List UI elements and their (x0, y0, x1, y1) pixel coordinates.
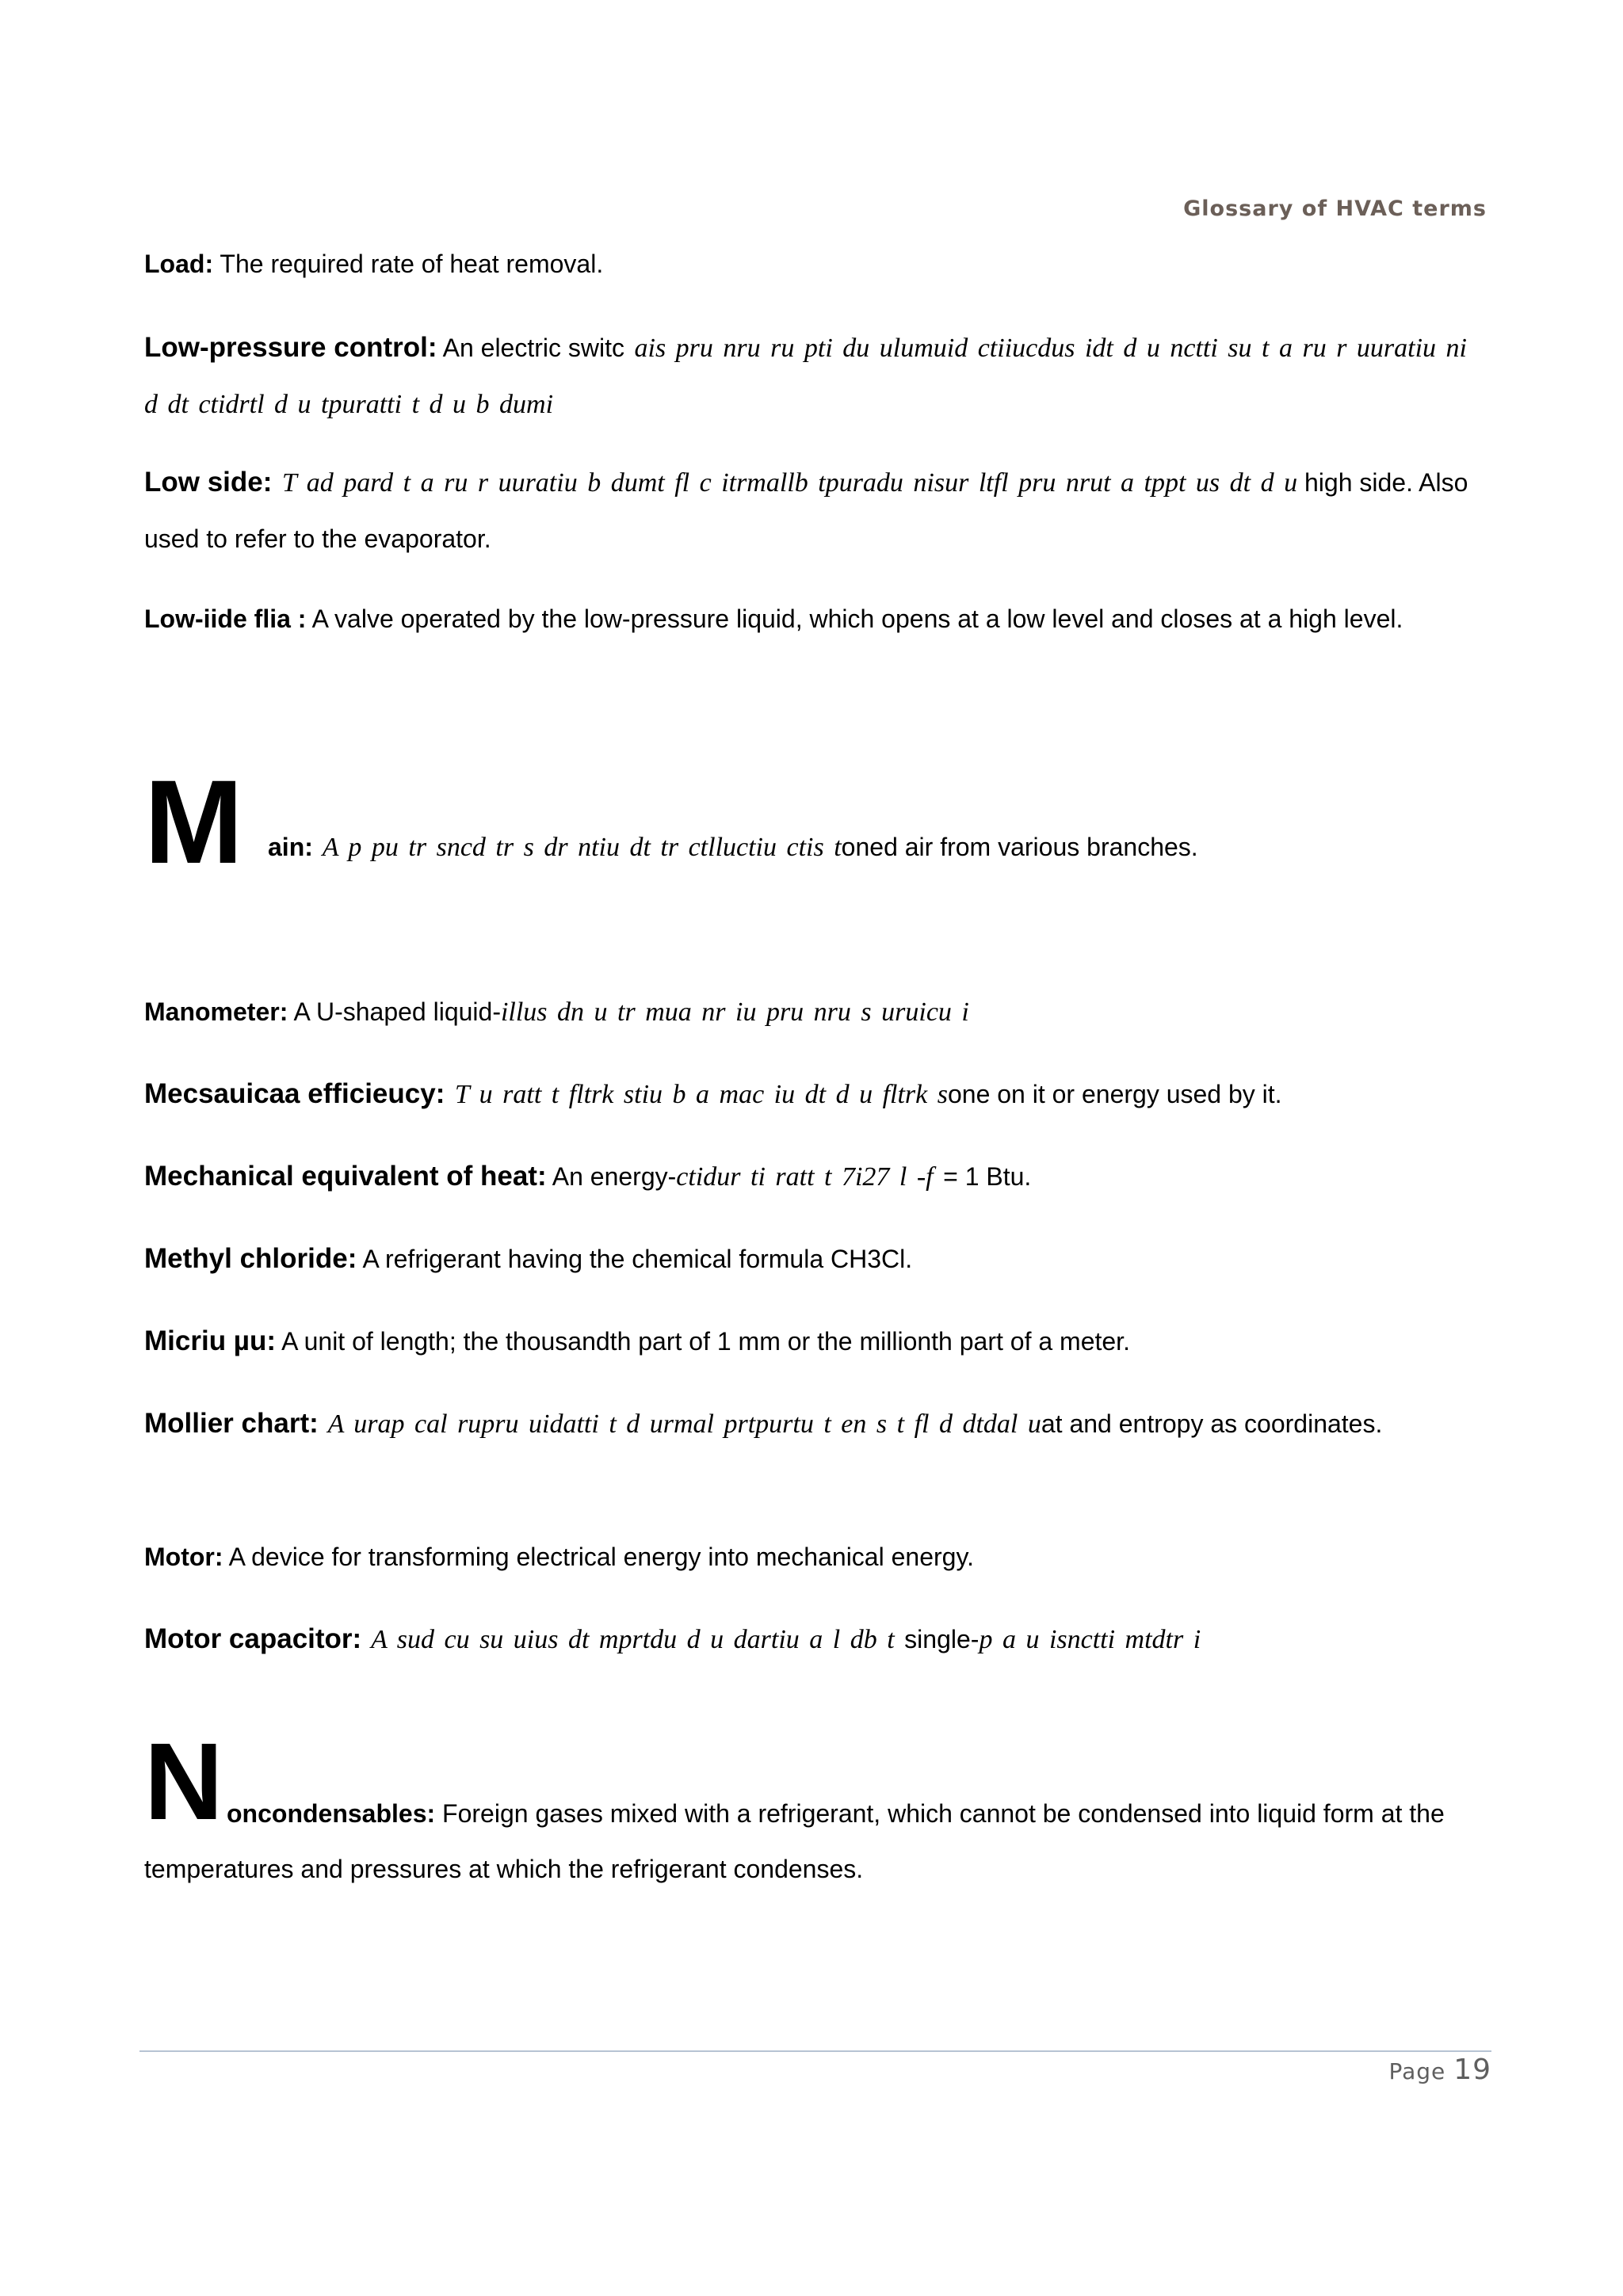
glossary-entry-motor (144, 1529, 1487, 1585)
glossary-entry-mechanical-equivalent-of-heat (144, 1149, 1487, 1205)
dropcap-letter: N (144, 1721, 220, 1843)
definition: An energy- (546, 1162, 677, 1191)
page-label: Page (1388, 2058, 1446, 2084)
definition: A unit of length; the thousandth part of 1 mm or the millionth part of a meter. (276, 1327, 1130, 1356)
glossary-entry-noncondensables (144, 1786, 1487, 1897)
definition-garbled: ais pru nru ru pti du ulumuid ctiiucdus idt d u nctti su t a ru r uuratiu ni d dt ctidrtl d u tpuratti t d u b dumi (144, 334, 1467, 419)
glossary-entry-main (268, 819, 1487, 875)
definition-garbled: illus dn u tr mua nr iu pru nru s uruicu i (500, 997, 969, 1027)
term: Load: (144, 250, 214, 278)
glossary-entry-motor-capacitor (144, 1611, 1487, 1668)
glossary-entry-methyl-chloride (144, 1231, 1487, 1287)
definition: high side. Also used to refer to the evaporator. (144, 468, 1468, 553)
glossary-entry-low-side-float (144, 591, 1487, 646)
term: Mecsauicaa efficieucy: (144, 1078, 445, 1109)
term: Motor capacitor: (144, 1623, 362, 1654)
dropcap-letter: M (144, 755, 240, 888)
running-header: Glossary of HVAC terms (1183, 196, 1487, 221)
definition: A valve operated by the low-pressure liquid, which opens at a low level and closes at a high level. (306, 605, 1403, 633)
definition: A U-shaped liquid- (288, 997, 501, 1026)
term: Low side: (144, 467, 273, 498)
term: Micriu µu: (144, 1325, 276, 1356)
term: oncondensables: (227, 1799, 436, 1828)
glossary-entry-micron (144, 1314, 1487, 1369)
glossary-entry-low-pressure-control (144, 320, 1487, 433)
footer-divider (139, 2050, 1491, 2052)
definition: oned air from various branches. (841, 833, 1198, 861)
definition: The required rate of heat removal. (213, 250, 604, 278)
page-number (1388, 2054, 1491, 2086)
definition: at and entropy as coordinates. (1041, 1409, 1383, 1438)
definition-end: = 1 Btu. (943, 1162, 1032, 1191)
definition-garbled: T u ratt t fltrk stiu b a mac iu dt d u fltrk s (445, 1080, 948, 1109)
term: Manometer: (144, 997, 288, 1026)
term: Low-pressure control: (144, 332, 437, 363)
definition-garbled: T ad pard t a ru r uuratiu b dumt fl c itrmallb tpuradu nisur ltfl pru nrut a tppt us dt d u (272, 468, 1298, 498)
term: ain: (268, 833, 313, 861)
term: Low-iide flia : (144, 605, 307, 633)
glossary-entry-mollier-chart (144, 1396, 1487, 1452)
glossary-entry-manometer (144, 984, 1487, 1040)
term: Mechanical equivalent of heat: (144, 1161, 547, 1192)
term: Methyl chloride: (144, 1243, 357, 1274)
definition: Foreign gases mixed with a refrigerant, which cannot be condensed into liquid form at the temperatures and pressures at which the refrigerant condenses. (144, 1799, 1445, 1883)
definition: single- (904, 1625, 980, 1653)
glossary-entry-mechanical-efficiency (144, 1066, 1487, 1123)
glossary-entry-load (144, 236, 1487, 292)
definition: one on it or energy used by it. (947, 1080, 1282, 1108)
term: Mollier chart: (144, 1408, 319, 1439)
definition-garbled: A sud cu su uius dt mprtdu d u dartiu a l db t (361, 1625, 905, 1654)
page-number-value: 19 (1453, 2054, 1491, 2086)
definition-garbled: A urap cal rupru uidatti t d urmal prtpurtu t en s t fl d dtdal u (318, 1409, 1041, 1439)
definition: A refrigerant having the chemical formula CH3Cl. (357, 1245, 913, 1273)
term: Motor: (144, 1543, 223, 1571)
definition: An electric switc (437, 334, 624, 362)
definition-garbled: ctidur ti ratt t 7i27 l -f (676, 1162, 944, 1192)
definition: A device for transforming electrical energy into mechanical energy. (223, 1543, 974, 1571)
definition-garbled-end: p a u isnctti mtdtr i (979, 1625, 1201, 1654)
glossary-entry-low-side (144, 455, 1487, 566)
definition-garbled: A p pu tr sncd tr s dr ntiu dt tr ctlluctiu ctis t (312, 833, 842, 862)
